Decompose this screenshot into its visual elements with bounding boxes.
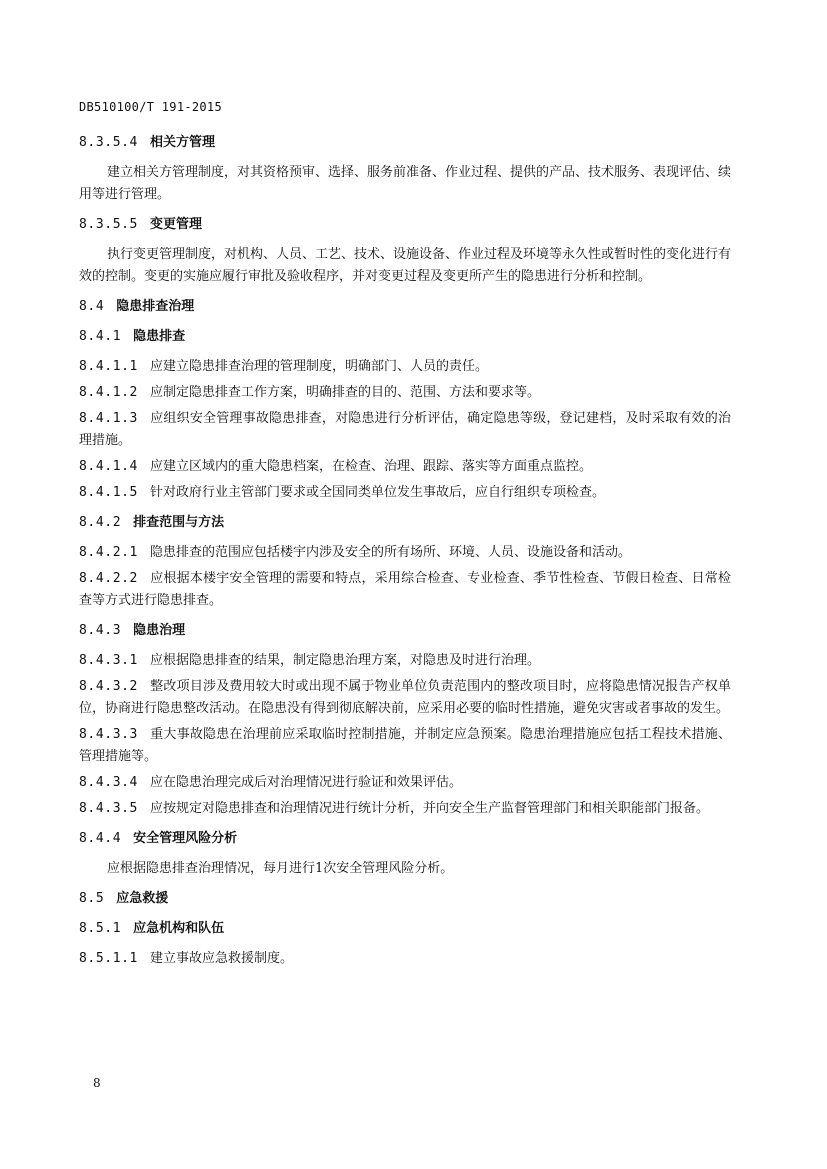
clause-text: 隐患排查的范围应包括楼宇内涉及安全的所有场所、环境、人员、设施设备和活动。 (150, 545, 632, 560)
clause-text: 应根据隐患排查的结果，制定隐患治理方案，对隐患及时进行治理。 (150, 653, 541, 668)
section-title: 变更管理 (150, 217, 203, 232)
clause-text: 应按规定对隐患排查和治理情况进行统计分析，并向安全生产监督管理部门和相关职能部门报备。 (150, 801, 710, 816)
paragraph: 建立相关方管理制度，对其资格预审、选择、服务前准备、作业过程、提供的产品、技术服务、表现评估、续用等进行管理。 (79, 165, 732, 202)
paragraph: 执行变更管理制度，对机构、人员、工艺、技术、设施设备、作业过程及环境等永久性或暂时性的变化进行有效的控制。变更的实施应履行审批及验收程序，并对变更过程及变更所产生的隐患进行分析和控制。 (79, 247, 732, 284)
clause-number: 8.4.3.2 (79, 679, 138, 694)
clause-number: 8.5.1.1 (79, 951, 138, 966)
paragraph: 应根据隐患排查治理情况，每月进行1次安全管理风险分析。 (107, 861, 454, 876)
clause-item (79, 798, 731, 820)
section-number: 8.4.4 (79, 831, 122, 846)
section-title: 排查范围与方法 (133, 515, 225, 530)
document-code: DB510100/T 191-2015 (79, 100, 222, 114)
clause-item (79, 382, 731, 404)
clause-number: 8.4.1.2 (79, 385, 138, 400)
clause-text: 应组织安全管理事故隐患排查，对隐患进行分析评估，确定隐患等级，登记建档，及时采取有效的治理措施。 (79, 411, 731, 448)
section-title: 隐患排查 (133, 329, 186, 344)
section-number: 8.4.1 (79, 329, 122, 344)
clause-text: 应建立隐患排查治理的管理制度，明确部门、人员的责任。 (150, 359, 489, 374)
clause-number: 8.4.1.3 (79, 411, 138, 426)
section-heading-8-4-2 (79, 512, 731, 534)
clause-text: 应制定隐患排查工作方案，明确排查的目的、范围、方法和要求等。 (150, 385, 541, 400)
clause-number: 8.4.3.4 (79, 775, 138, 790)
clause-item (79, 408, 731, 452)
section-number: 8.4.3 (79, 623, 122, 638)
section-heading-8-3-5-5 (79, 214, 731, 236)
section-heading-8-4-1 (79, 326, 731, 348)
section-number: 8.3.5.4 (79, 135, 138, 150)
clause-text: 应在隐患治理完成后对治理情况进行验证和效果评估。 (150, 775, 463, 790)
clause-item (79, 772, 731, 794)
clause-number: 8.4.1.5 (79, 485, 138, 500)
clause-item (79, 568, 731, 612)
clause-item (79, 948, 731, 970)
clause-number: 8.4.3.3 (79, 727, 138, 742)
section-number: 8.5.1 (79, 921, 122, 936)
clause-number: 8.4.2.1 (79, 545, 138, 560)
clause-text: 建立事故应急救援制度。 (150, 951, 294, 966)
page-number: 8 (93, 1076, 101, 1090)
section-heading-8-3-5-4 (79, 132, 731, 154)
clause-item (79, 542, 731, 564)
clause-number: 8.4.1.1 (79, 359, 138, 374)
section-title: 相关方管理 (150, 135, 216, 150)
section-heading-8-4 (79, 296, 731, 318)
section-heading-8-4-3 (79, 620, 731, 642)
section-number: 8.4.2 (79, 515, 122, 530)
section-title: 安全管理风险分析 (133, 831, 238, 846)
clause-number: 8.4.3.1 (79, 653, 138, 668)
section-title: 隐患排查治理 (116, 299, 195, 314)
clause-item (79, 482, 731, 504)
section-title: 应急机构和队伍 (133, 921, 225, 936)
section-heading-8-4-4 (79, 828, 731, 850)
clause-item (79, 724, 731, 768)
section-title: 应急救援 (116, 891, 169, 906)
clause-text: 整改项目涉及费用较大时或出现不属于物业单位负责范围内的整改项目时，应将隐患情况报告产权单位，协商进行隐患整改活动。在隐患没有得到彻底解决前，应采用必要的临时性措施，避免灾害或者事故的发生。 (79, 679, 731, 716)
clause-number: 8.4.2.2 (79, 571, 138, 586)
section-number: 8.4 (79, 299, 105, 314)
clause-text: 应根据本楼宇安全管理的需要和特点，采用综合检查、专业检查、季节性检查、节假日检查、日常检查等方式进行隐患排查。 (79, 571, 731, 608)
clause-text: 应建立区域内的重大隐患档案，在检查、治理、跟踪、落实等方面重点监控。 (150, 459, 593, 474)
clause-number: 8.4.3.5 (79, 801, 138, 816)
section-heading-8-5-1 (79, 918, 731, 940)
clause-item (79, 650, 731, 672)
section-title: 隐患治理 (133, 623, 186, 638)
section-heading-8-5 (79, 888, 731, 910)
clause-item (79, 356, 731, 378)
clause-item (79, 456, 731, 478)
clause-item (79, 676, 731, 720)
clause-text: 针对政府行业主管部门要求或全国同类单位发生事故后，应自行组织专项检查。 (150, 485, 606, 500)
document-body (79, 132, 731, 970)
clause-number: 8.4.1.4 (79, 459, 138, 474)
section-number: 8.3.5.5 (79, 217, 138, 232)
clause-text: 重大事故隐患在治理前应采取临时控制措施，并制定应急预案。隐患治理措施应包括工程技术措施、管理措施等。 (79, 727, 731, 764)
section-number: 8.5 (79, 891, 105, 906)
